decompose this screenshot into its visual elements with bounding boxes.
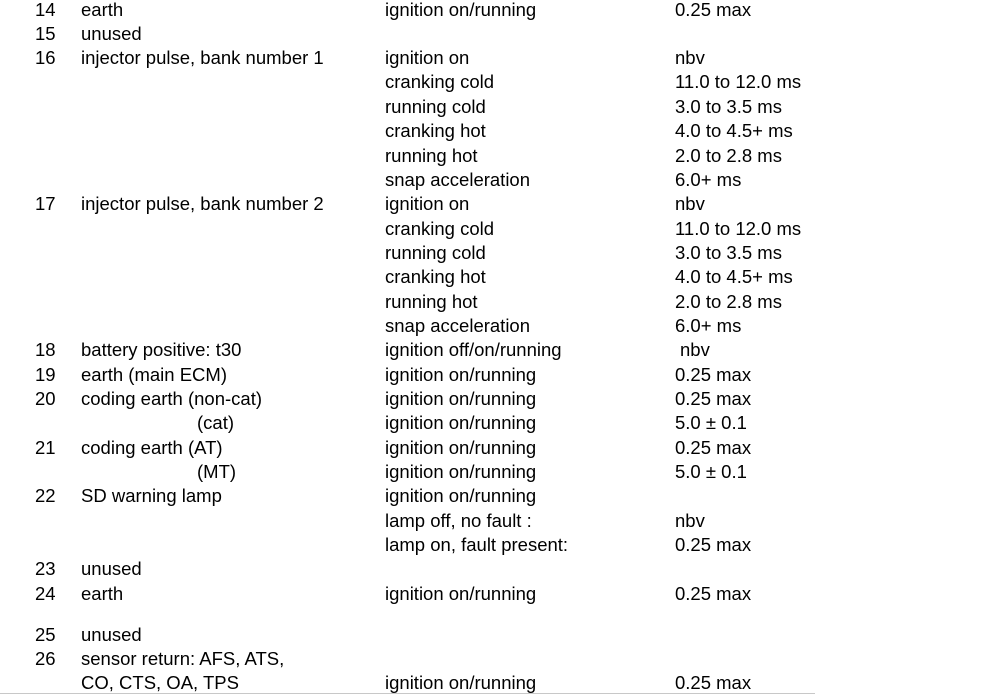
pin-description: coding earth (non-cat) <box>81 388 262 409</box>
test-condition: ignition on/running <box>385 388 537 409</box>
expected-value: 0.25 max <box>675 672 752 693</box>
pin-number: 23 <box>35 558 56 579</box>
expected-value: 2.0 to 2.8 ms <box>675 145 782 166</box>
test-condition: ignition on/running <box>385 461 537 482</box>
pin-number: 22 <box>35 485 56 506</box>
test-condition: ignition on/running <box>385 412 537 433</box>
expected-value: 0.25 max <box>675 583 752 604</box>
test-condition: ignition on <box>385 47 470 68</box>
pin-number: 20 <box>35 388 56 409</box>
test-condition: snap acceleration <box>385 169 531 190</box>
test-condition: lamp on, fault present: <box>385 534 569 555</box>
pin-number: 21 <box>35 437 56 458</box>
pin-description: sensor return: AFS, ATS, <box>81 648 285 669</box>
test-condition: ignition on/running <box>385 583 537 604</box>
pin-number: 16 <box>35 47 56 68</box>
pin-description-variant: (cat) <box>197 412 234 433</box>
pin-number: 26 <box>35 648 56 669</box>
test-condition: running hot <box>385 291 478 312</box>
test-condition: cranking cold <box>385 218 495 239</box>
expected-value: 0.25 max <box>675 0 752 20</box>
page-divider <box>0 693 815 694</box>
pin-number: 19 <box>35 364 56 385</box>
expected-value: 0.25 max <box>675 364 752 385</box>
pin-number: 15 <box>35 23 56 44</box>
pin-description: coding earth (AT) <box>81 437 223 458</box>
pin-description-variant: (MT) <box>197 461 237 482</box>
test-condition: cranking hot <box>385 266 486 287</box>
pin-description: battery positive: t30 <box>81 339 242 360</box>
expected-value: nbv <box>675 193 705 214</box>
expected-value: nbv <box>675 47 705 68</box>
expected-value: 0.25 max <box>675 388 752 409</box>
pin-description: injector pulse, bank number 1 <box>81 47 324 68</box>
expected-value: 4.0 to 4.5+ ms <box>675 266 793 287</box>
test-condition: ignition on/running <box>385 0 537 20</box>
pin-description-continued: CO, CTS, OA, TPS <box>81 672 239 693</box>
expected-value: nbv <box>680 339 710 360</box>
pin-description: unused <box>81 558 142 579</box>
expected-value: 11.0 to 12.0 ms <box>675 71 802 92</box>
test-condition: cranking cold <box>385 71 495 92</box>
test-condition: ignition on/running <box>385 437 537 458</box>
test-condition: cranking hot <box>385 120 486 141</box>
pin-description: injector pulse, bank number 2 <box>81 193 324 214</box>
expected-value: 3.0 to 3.5 ms <box>675 242 782 263</box>
expected-value: 0.25 max <box>675 437 752 458</box>
pin-description: earth <box>81 583 124 604</box>
test-condition: ignition on/running <box>385 364 537 385</box>
pin-description: unused <box>81 23 142 44</box>
test-condition: running hot <box>385 145 478 166</box>
pin-description: unused <box>81 624 142 645</box>
test-condition: ignition on/running <box>385 672 537 693</box>
test-condition: lamp off, no fault : <box>385 510 532 531</box>
test-condition: running cold <box>385 242 486 263</box>
expected-value: 11.0 to 12.0 ms <box>675 218 802 239</box>
test-condition: running cold <box>385 96 486 117</box>
pin-number: 18 <box>35 339 56 360</box>
expected-value: 0.25 max <box>675 534 752 555</box>
expected-value: 6.0+ ms <box>675 315 742 336</box>
pin-number: 25 <box>35 624 56 645</box>
expected-value: 3.0 to 3.5 ms <box>675 96 782 117</box>
pin-number: 24 <box>35 583 56 604</box>
pin-description: SD warning lamp <box>81 485 222 506</box>
expected-value: 2.0 to 2.8 ms <box>675 291 782 312</box>
expected-value: 6.0+ ms <box>675 169 742 190</box>
test-condition: ignition off/on/running <box>385 339 562 360</box>
test-condition: ignition on <box>385 193 470 214</box>
expected-value: 5.0 ± 0.1 <box>675 461 747 482</box>
pin-description: earth (main ECM) <box>81 364 227 385</box>
pin-description: earth <box>81 0 124 20</box>
pin-number: 17 <box>35 193 56 214</box>
expected-value: 4.0 to 4.5+ ms <box>675 120 793 141</box>
expected-value: nbv <box>675 510 705 531</box>
test-condition: ignition on/running <box>385 485 537 506</box>
pin-number: 14 <box>35 0 56 20</box>
expected-value: 5.0 ± 0.1 <box>675 412 747 433</box>
test-condition: snap acceleration <box>385 315 531 336</box>
